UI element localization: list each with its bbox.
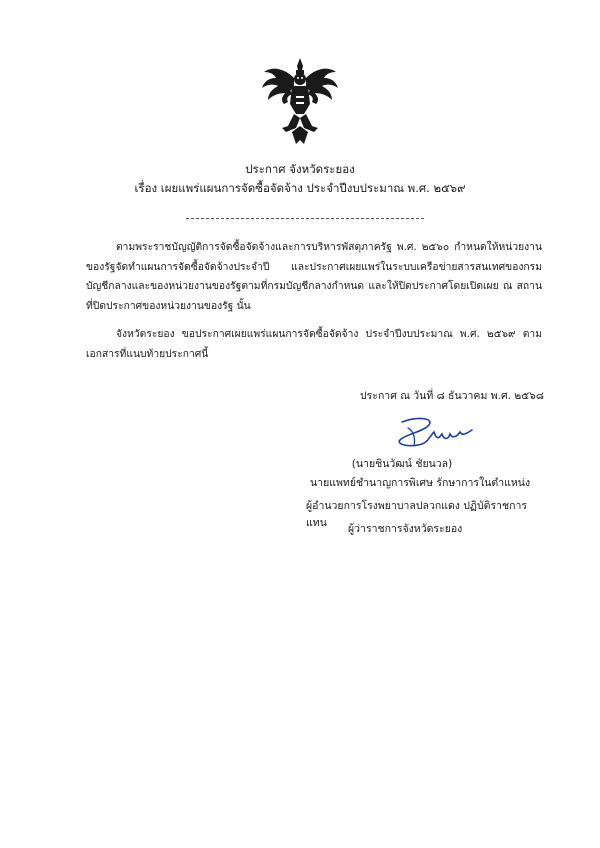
signer-position-line-2: ผู้อำนวยการโรงพยาบาลปลวกแดง ปฏิบัติราชการแทน bbox=[306, 500, 528, 529]
signer-name: (นายชินวัฒน์ ชัยนวล) bbox=[351, 458, 453, 470]
paragraph-announcement: จังหวัดระยอง ขอประกาศเผยแพร่แผนการจัดซื้อจัดจ้าง ประจำปีงบประมาณ พ.ศ. ๒๕๖๙ ตามเอกสารที่แนบท้ายประกาศนี้ bbox=[86, 328, 542, 360]
handwritten-signature bbox=[388, 414, 478, 450]
paragraph-legal-basis: ตามพระราชบัญญัติการจัดซื้อจัดจ้างและการบริหารพัสดุภาครัฐ พ.ศ. ๒๕๖๐ กำหนดให้หน่วยงานของรัฐจัดทำแผนการจัดซื้อจัดจ้างประจำปี และประกาศเผยแพร่ในระบบเครือข่ายสารสนเทศของกรมบัญชีกลางและของหน่วยงานของรัฐตามที่กรมบัญชีกลางกำหนด และให้ปิดประกาศโดยเปิดเผย ณ สถานที่ปิดประกาศของหน่วยงานของรัฐ นั้น bbox=[86, 241, 542, 312]
announcement-subject: เรื่อง เผยแพร่แผนการจัดซื้อจัดจ้าง ประจำปีงบประมาณ พ.ศ. ๒๕๖๙ bbox=[134, 181, 466, 195]
divider-line bbox=[186, 218, 424, 219]
signer-position-line-1: นายแพทย์ชำนาญการพิเศษ รักษาการในตำแหน่ง bbox=[310, 477, 531, 489]
announced-date: ประกาศ ณ วันที่ ๘ ธันวาคม พ.ศ. ๒๕๖๘ bbox=[360, 390, 544, 402]
announcement-title: ประกาศ จังหวัดระยอง bbox=[245, 162, 355, 176]
garuda-emblem-icon bbox=[258, 56, 342, 146]
signer-position-line-3: ผู้ว่าราชการจังหวัดระยอง bbox=[348, 523, 463, 535]
